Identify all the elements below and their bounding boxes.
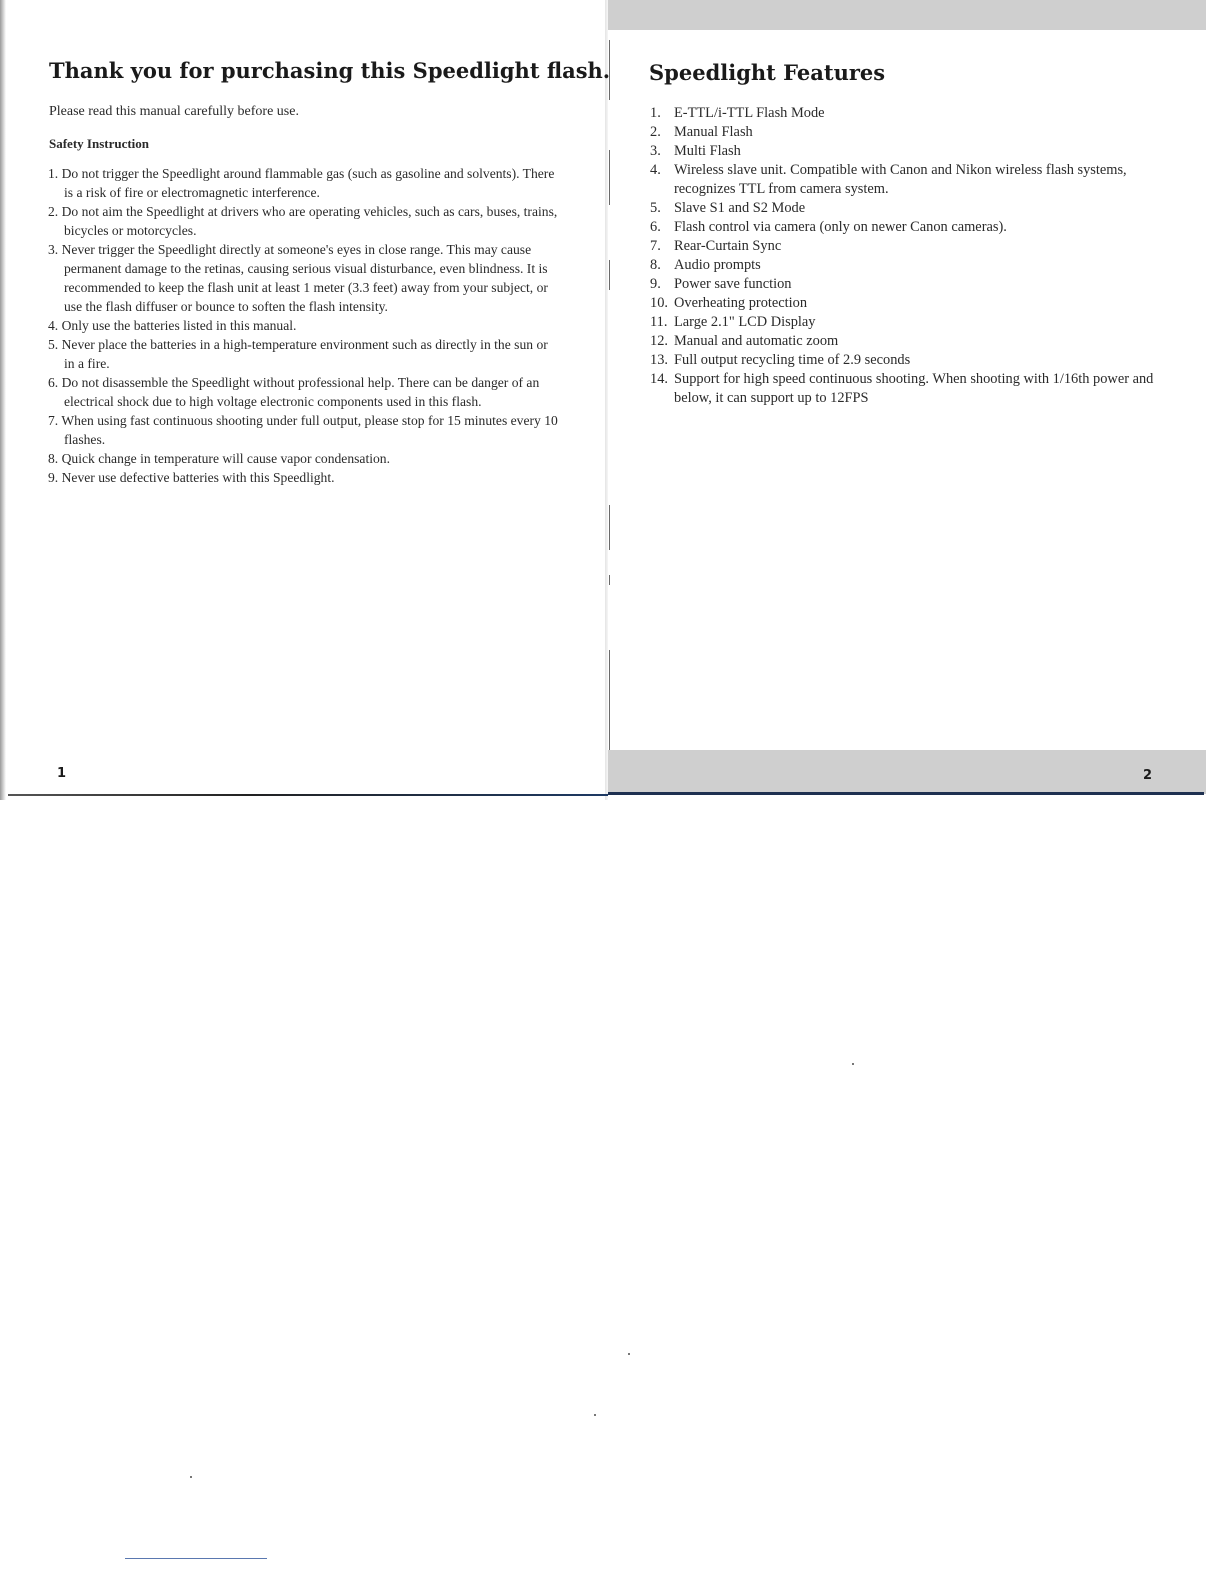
feature-number: 9.	[650, 276, 661, 292]
feature-text: Audio prompts	[674, 257, 761, 273]
feature-number: 10.	[650, 295, 668, 311]
feature-item	[650, 123, 1190, 142]
scan-speck	[852, 1063, 854, 1065]
feature-item	[650, 199, 1190, 218]
spine-mark	[609, 575, 610, 585]
feature-text: Slave S1 and S2 Mode	[674, 200, 806, 216]
feature-item	[650, 142, 1190, 161]
manual-spread	[0, 0, 1210, 800]
feature-number: 14.	[650, 371, 668, 387]
scan-speck	[190, 1476, 192, 1478]
features-list	[650, 104, 1190, 408]
safety-item: 2. Do not aim the Speedlight at drivers who are operating vehicles, such as cars, buses, trains, bicycles or motorcycles.	[48, 204, 558, 238]
feature-item	[650, 351, 1190, 370]
spine-mark	[609, 650, 610, 750]
feature-number: 13.	[650, 352, 668, 368]
right-page-bottom-band	[608, 750, 1206, 794]
feature-number: 3.	[650, 143, 661, 159]
page-number-right: 2	[1143, 768, 1153, 783]
safety-item: 5. Never place the batteries in a high-temperature environment such as directly in the sun or in a fire.	[48, 337, 548, 371]
feature-text: Power save function	[674, 276, 792, 292]
spine-mark	[609, 505, 610, 550]
feature-item	[650, 104, 1190, 123]
feature-item	[650, 370, 1190, 408]
spine-mark	[609, 150, 610, 205]
right-page-top-band	[608, 0, 1206, 30]
safety-item: 7. When using fast continuous shooting under full output, please stop for 15 minutes every 10 flashes.	[48, 413, 558, 447]
safety-item: 9. Never use defective batteries with this Speedlight.	[48, 470, 335, 485]
feature-text: Large 2.1" LCD Display	[674, 314, 816, 330]
feature-number: 11.	[650, 314, 668, 330]
feature-number: 7.	[650, 238, 661, 254]
safety-item: 6. Do not disassemble the Speedlight without professional help. There can be danger of an electrical shock due to high voltage electronic components used in this flash.	[48, 375, 540, 409]
feature-item	[650, 294, 1190, 313]
feature-text: E-TTL/i-TTL Flash Mode	[674, 105, 825, 121]
feature-item	[650, 313, 1190, 332]
safety-item: 3. Never trigger the Speedlight directly at someone's eyes in close range. This may cause permanent damage to the retinas, causing serious visual disturbance, even blindness. It is recommended to keep the flash unit at least 1 meter (3.3 feet) away from your subject, or use the flash diffuser or bounce to soften the flash intensity.	[48, 242, 548, 314]
feature-number: 2.	[650, 124, 661, 140]
feature-text: Support for high speed continuous shooting. When shooting with 1/16th power and below, it can support up to 12FPS	[674, 371, 1154, 406]
spine-mark	[609, 260, 610, 290]
book-spine	[605, 0, 608, 800]
feature-text: Overheating protection	[674, 295, 808, 311]
feature-text: Manual and automatic zoom	[674, 333, 839, 349]
feature-text: Rear-Curtain Sync	[674, 238, 782, 254]
safety-heading: Safety Instruction	[49, 136, 150, 151]
feature-number: 8.	[650, 257, 661, 273]
feature-number: 1.	[650, 105, 661, 121]
feature-item	[650, 256, 1190, 275]
scan-speck	[628, 1353, 630, 1355]
feature-text: Manual Flash	[674, 124, 753, 140]
right-page-title: Speedlight Features	[649, 60, 886, 85]
safety-item: 4. Only use the batteries listed in this manual.	[48, 318, 297, 333]
feature-number: 4.	[650, 162, 661, 178]
feature-item	[650, 218, 1190, 237]
safety-item: 8. Quick change in temperature will cause vapor condensation.	[48, 451, 390, 466]
feature-item	[650, 275, 1190, 294]
feature-item	[650, 161, 1190, 199]
scan-speck	[594, 1414, 596, 1416]
feature-item	[650, 332, 1190, 351]
safety-item: 1. Do not trigger the Speedlight around flammable gas (such as gasoline and solvents). There is a risk of fire or electromagnetic interference.	[48, 166, 555, 200]
page-number-left: 1	[57, 766, 67, 781]
feature-number: 5.	[650, 200, 661, 216]
feature-text: Flash control via camera (only on newer Canon cameras).	[674, 219, 1007, 235]
bottom-rule-right	[608, 792, 1204, 795]
feature-text: Multi Flash	[674, 143, 741, 159]
feature-number: 12.	[650, 333, 668, 349]
scan-stray-line	[125, 1558, 267, 1559]
intro-text: Please read this manual carefully before use.	[49, 104, 299, 119]
feature-number: 6.	[650, 219, 661, 235]
bottom-rule-left	[8, 794, 608, 796]
safety-instruction-list	[48, 164, 558, 487]
left-page-title: Thank you for purchasing this Speedlight flash.	[49, 58, 611, 83]
feature-text: Wireless slave unit. Compatible with Canon and Nikon wireless flash systems, recognizes TTL from camera system.	[674, 162, 1127, 197]
feature-text: Full output recycling time of 2.9 seconds	[674, 352, 911, 368]
feature-item	[650, 237, 1190, 256]
scan-edge-shadow	[0, 0, 6, 800]
